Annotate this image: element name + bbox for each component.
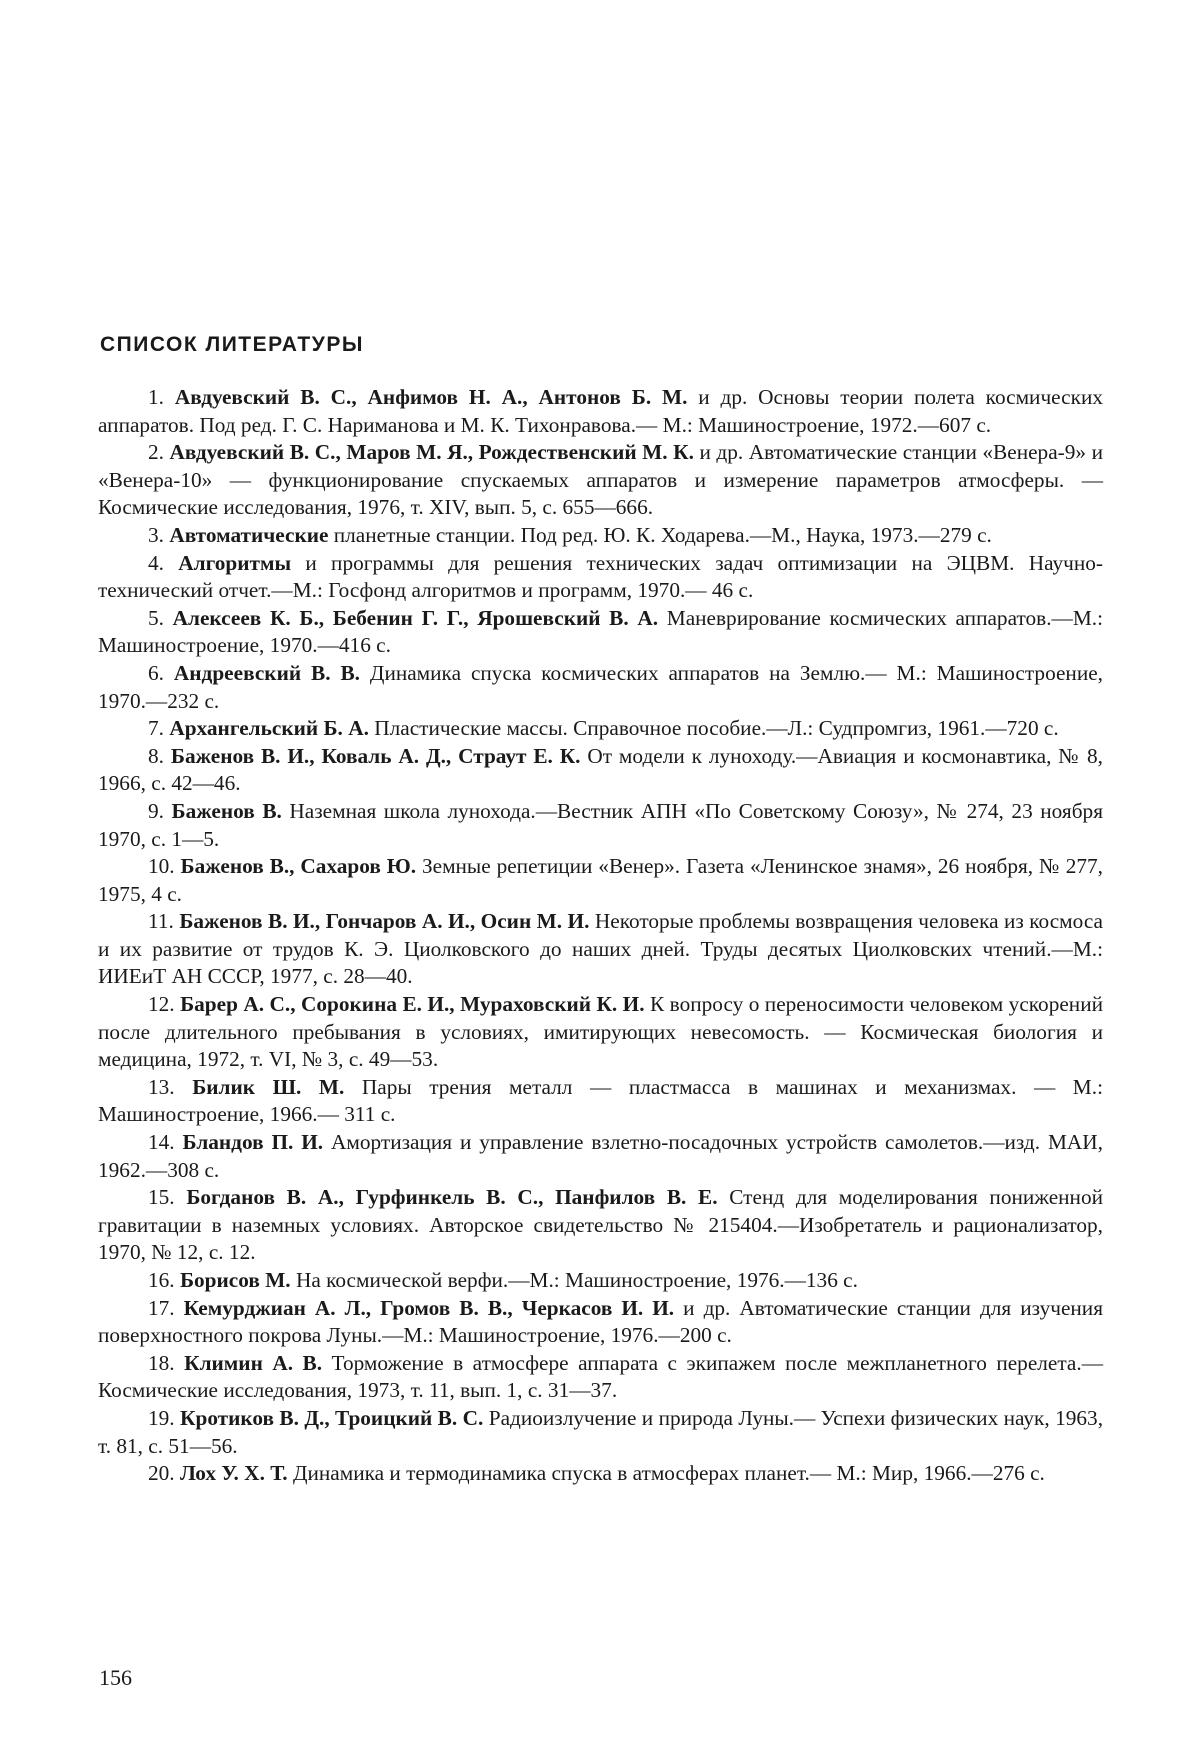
reference-authors: Баженов В. [171, 798, 282, 823]
reference-number: 10. [148, 854, 175, 879]
reference-entry [98, 1074, 1103, 1129]
reference-text: Динамика и термодинамика спуска в атмосферах планет.— М.: Мир, 1966.—276 с. [287, 1461, 1045, 1486]
reference-list [98, 384, 1103, 1488]
reference-text: Пары трения металл — пластмасса в машинах и механизмах. — М.: Машиностроение, 1966.— 311 с. [98, 1074, 1103, 1127]
reference-number: 18. [148, 1350, 175, 1375]
reference-number: 5. [148, 605, 164, 630]
reference-text: Радиоизлучение и природа Луны.— Успехи физических наук, 1963, т. 81, с. 51—56. [98, 1405, 1104, 1458]
page-number: 156 [99, 1665, 132, 1690]
reference-number: 4. [148, 550, 164, 575]
reference-authors: Баженов В. И., Коваль А. Д., Страут Е. К. [170, 743, 581, 768]
reference-text: Земные репетиции «Венер». Газета «Ленинское знамя», 26 ноября, № 277, 1975, 4 с. [98, 854, 1104, 906]
reference-text: От модели к луноходу.—Авиация и космонавтика, № 8, 1966, с. 42—46. [98, 743, 1103, 796]
reference-entry [98, 1405, 1103, 1460]
reference-entry [98, 605, 1103, 660]
reference-number: 1. [148, 385, 164, 409]
reference-authors: Алгоритмы [178, 550, 292, 575]
reference-text: Маневрирование космических аппаратов.—М.: Машиностроение, 1970.—416 с. [98, 605, 1103, 658]
reference-number: 12. [148, 992, 175, 1017]
reference-number: 8. [148, 743, 164, 768]
reference-number: 15. [148, 1185, 175, 1210]
reference-entry [98, 743, 1103, 798]
reference-text: Динамика спуска космических аппаратов на Землю.— М.: Машиностроение, 1970.—232 с. [98, 660, 1104, 713]
reference-authors: Баженов В., Сахаров Ю. [180, 854, 417, 879]
reference-text: Торможение в атмосфере аппарата с экипажем после межпланетного перелета.—Космические исследования, 1973, т. 11, вып. 1, с. 31—37. [98, 1350, 1104, 1403]
reference-authors: Борисов М. [179, 1268, 291, 1292]
reference-text: На космической верфи.—М.: Машиностроение, 1976.—136 с. [290, 1268, 858, 1292]
reference-entry [98, 853, 1103, 908]
reference-entry [98, 908, 1103, 991]
reference-entry [98, 522, 1103, 550]
reference-authors: Авдуевский В. С., Анфимов Н. А., Антонов Б. М. [174, 385, 688, 409]
reference-number: 9. [148, 798, 164, 823]
reference-text: и программы для решения технических задач оптимизации на ЭЦВМ. Научно-технический отчет.—М.: Госфонд алгоритмов и программ, 1970.— 46 с. [98, 550, 1103, 603]
reference-entry [98, 1460, 1103, 1488]
reference-text: Пластические массы. Справочное пособие.—Л.: Судпромгиз, 1961.—720 с. [368, 716, 1059, 741]
reference-authors: Архангельский Б. А. [169, 716, 369, 741]
reference-authors: Авдуевский В. С., Маров М. Я., Рождественский М. К. [169, 440, 694, 465]
reference-text: Стенд для моделирования пониженной гравитации в наземных условиях. Авторское свидетельство № 215404.—Изобретатель и рационализатор, 1970, № 12, с. 12. [98, 1185, 1103, 1265]
bibliography-heading: СПИСОК ЛИТЕРАТУРЫ [100, 333, 364, 356]
reference-number: 20. [148, 1461, 175, 1486]
reference-number: 2. [148, 440, 164, 465]
reference-authors: Андреевский В. В. [173, 660, 360, 685]
reference-authors: Билик Ш. М. [192, 1074, 345, 1099]
reference-authors: Кротиков В. Д., Троицкий В. С. [180, 1405, 484, 1430]
reference-number: 3. [148, 522, 164, 547]
reference-number: 16. [148, 1268, 175, 1292]
reference-text: Некоторые проблемы возвращения человека из космоса и их развитие от трудов К. Э. Циолковского до наших дней. Труды десятых Циолковских чтений.—М.: ИИЕиТ АН СССР, 1977, с. 28—40. [98, 909, 1103, 989]
reference-authors: Бландов П. И. [182, 1130, 324, 1155]
reference-entry [98, 1295, 1103, 1350]
reference-number: 13. [148, 1074, 175, 1099]
reference-authors: Баженов В. И., Гончаров А. И., Осин М. И. [179, 909, 590, 934]
reference-text: и др. Основы теории полета космических аппаратов. Под ред. Г. С. Нариманова и М. К. Тихонравова.— М.: Машиностроение, 1972.—607 с. [98, 385, 1103, 437]
reference-authors: Кемурджиан А. Л., Громов В. В., Черкасов И. И. [183, 1295, 675, 1320]
reference-entry [98, 798, 1103, 853]
reference-text: планетные станции. Под ред. Ю. К. Ходарева.—М., Наука, 1973.—279 с. [328, 522, 992, 547]
reference-authors: Барер А. С., Сорокина Е. И., Мураховский К. И. [180, 992, 645, 1017]
reference-number: 14. [148, 1130, 175, 1155]
reference-authors: Климин А. В. [184, 1350, 323, 1375]
reference-entry [98, 1184, 1103, 1267]
reference-text: и др. Автоматические станции для изучения поверхностного покрова Луны.—М.: Машиностроение, 1976.—200 с. [98, 1295, 1103, 1348]
reference-text: Наземная школа лунохода.—Вестник АПН «По Советскому Союзу», № 274, 23 ноября 1970, с. 1—5. [98, 798, 1103, 851]
reference-entry [98, 1267, 1103, 1295]
reference-number: 7. [148, 716, 164, 741]
reference-text: Амортизация и управление взлетно-посадочных устройств самолетов.—изд. МАИ, 1962.—308 с. [98, 1130, 1103, 1182]
reference-entry [98, 1350, 1103, 1405]
reference-number: 19. [148, 1405, 175, 1430]
reference-text: К вопросу о переносимости человеком ускорений после длительного пребывания в условиях, имитирующих невесомость. — Космическая биология и медицина, 1972, т. VI, № 3, с. 49—53. [98, 992, 1103, 1072]
reference-number: 11. [148, 909, 174, 934]
reference-entry [98, 550, 1103, 605]
reference-entry [98, 1129, 1103, 1184]
reference-number: 17. [148, 1295, 175, 1320]
reference-entry [98, 991, 1103, 1074]
reference-entry [98, 384, 1103, 439]
reference-authors: Автоматические [169, 522, 329, 547]
reference-entry [98, 439, 1103, 522]
reference-text: и др. Автоматические станции «Венера-9» и «Венера-10» — функционирование спускаемых аппаратов и измерение параметров атмосферы. — Космические исследования, 1976, т. XIV, вып. 5, с. 655—666. [98, 440, 1103, 520]
reference-entry [98, 660, 1103, 715]
reference-authors: Богданов В. А., Гурфинкель В. С., Панфилов В. Е. [186, 1185, 718, 1210]
reference-authors: Лох У. Х. Т. [179, 1461, 288, 1486]
reference-authors: Алексеев К. Б., Бебенин Г. Г., Ярошевский В. А. [172, 605, 659, 630]
reference-entry [98, 715, 1103, 743]
reference-number: 6. [148, 660, 164, 685]
